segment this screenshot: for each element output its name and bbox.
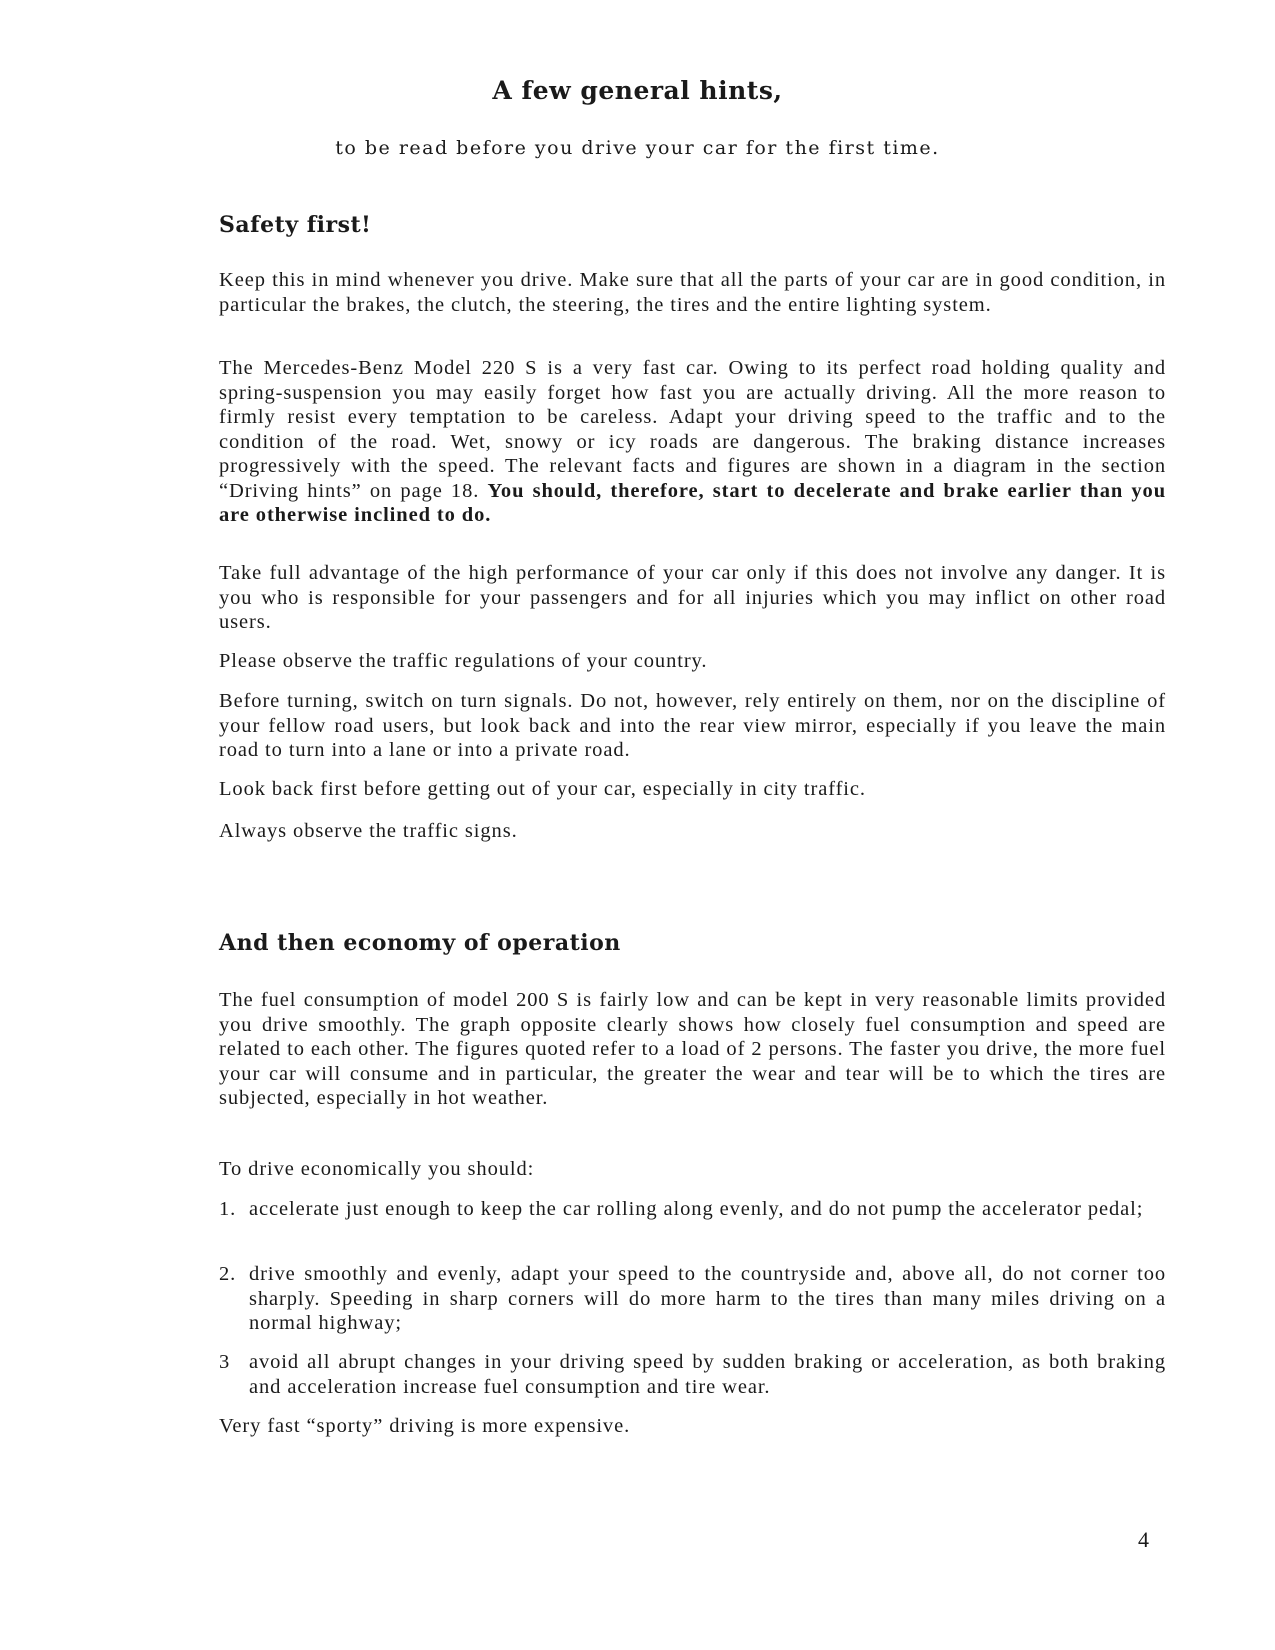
paragraph-safety-2-text: The Mercedes-Benz Model 220 S is a very fast car. Owing to its perfect road holding quality and spring-suspension you may easily forget how fast you are actually driving. All the more reason to firmly resist every temptation to be careless. Adapt your driving speed to the traffic and to the condition of the road. Wet, snowy or icy roads are dangerous. The braking distance increases progressively with the speed. The relevant facts and figures are shown in a diagram in the section “Driving hints” on page 18. bbox=[219, 357, 1166, 502]
paragraph-economy-1: The fuel consumption of model 200 S is fairly low and can be kept in very reasonable limits provided you drive smoothly. The graph opposite clearly shows how closely fuel consumption and speed are related to each other. The figures quoted refer to a load of 2 persons. The faster you drive, the more fuel your car will consume and in particular, the greater the wear and tear will be to which the tires are subjected, especially in hot weather. bbox=[219, 989, 1166, 1109]
paragraph-safety-6: Look back first before getting out of your car, especially in city traffic. bbox=[219, 778, 866, 800]
paragraph-safety-3: Take full advantage of the high performance of your car only if this does not involve any danger. It is you who is responsible for your passengers and for all injuries which you may inflict on other road users. bbox=[219, 562, 1166, 633]
list-item-number: 2. bbox=[219, 1263, 237, 1285]
paragraph-safety-1: Keep this in mind whenever you drive. Make sure that all the parts of your car are in good condition, in particular the brakes, the clutch, the steering, the tires and the entire lighting system. bbox=[219, 269, 1166, 316]
paragraph-safety-5: Before turning, switch on turn signals. Do not, however, rely entirely on them, nor on the discipline of your fellow road users, but look back and into the rear view mirror, especially if you leave the main road to turn into a lane or into a private road. bbox=[219, 690, 1166, 761]
list-item-number: 3 bbox=[219, 1351, 231, 1373]
section-heading-safety: Safety first! bbox=[219, 212, 372, 238]
paragraph-safety-4: Please observe the traffic regulations of your country. bbox=[219, 650, 708, 672]
page-title: A few general hints, bbox=[492, 76, 783, 105]
section-heading-economy: And then economy of operation bbox=[219, 930, 621, 956]
page-number: 4 bbox=[1138, 1527, 1149, 1552]
list-item-text: drive smoothly and evenly, adapt your speed to the countryside and, above all, do not corner too sharply. Speeding in sharp corners will do more harm to the tires than many miles driving on a normal highway; bbox=[249, 1263, 1166, 1334]
list-item-text: avoid all abrupt changes in your driving speed by sudden braking or acceleration, as both braking and acceleration increase fuel consumption and tire wear. bbox=[249, 1351, 1166, 1398]
list-item-number: 1. bbox=[219, 1198, 237, 1220]
page-subtitle: to be read before you drive your car for the first time. bbox=[335, 137, 940, 159]
list-item bbox=[219, 1262, 1166, 1336]
paragraph-safety-2-emphasis: You should, therefore, start to decelerate and brake earlier than you are otherwise inclined to do. bbox=[219, 479, 1166, 526]
paragraph-economy-closing: Very fast “sporty” driving is more expensive. bbox=[219, 1415, 631, 1437]
paragraph-safety-7: Always observe the traffic signs. bbox=[219, 820, 518, 842]
list-item-text: accelerate just enough to keep the car rolling along evenly, and do not pump the accelerator pedal; bbox=[249, 1198, 1144, 1220]
paragraph-safety-2 bbox=[219, 356, 1166, 528]
list-item bbox=[219, 1350, 1166, 1399]
list-item bbox=[219, 1197, 1166, 1222]
paragraph-economy-intro: To drive economically you should: bbox=[219, 1158, 535, 1180]
